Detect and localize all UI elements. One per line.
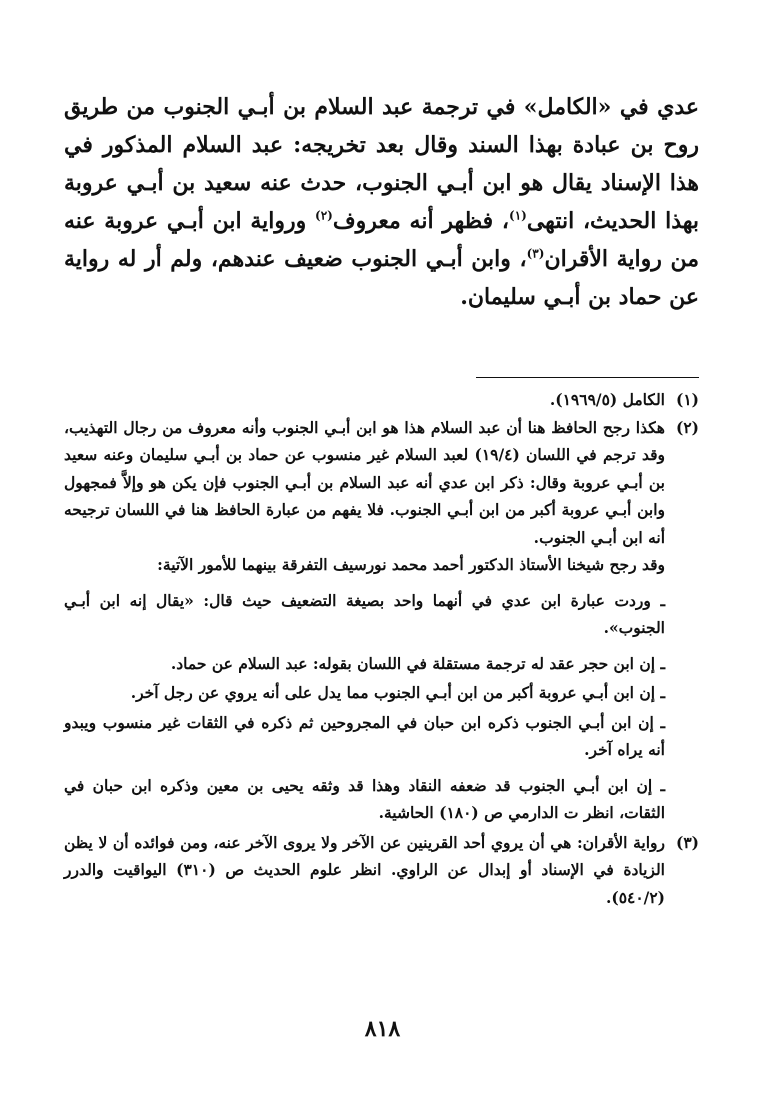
footnote-number: (١) xyxy=(675,390,699,409)
footnote-body xyxy=(64,414,665,827)
footnote-ref-2: (٢) xyxy=(315,208,333,223)
main-text-part-2: ، فظهر أنه معروف xyxy=(332,208,510,234)
footnote-text: الكامل (١٩٦٩/٥). xyxy=(549,390,665,409)
main-text-part-1: عدي في «الكامل» في ترجمة عبد السلام بن أبـي الجنوب من طريق روح بن عبادة بهذا السند وقال بعد تخريجه: عبد السلام المذكور في هذا الإسناد يقال هو ابن أبـي الجنوب، حدث عنه سعيد بن أبـي عروبة بهذا الحديث، انتهى xyxy=(64,94,699,234)
footnote-1 xyxy=(64,386,699,414)
footnote-paragraph: وقد رجح شيخنا الأستاذ الدكتور أحمد محمد نورسيف التفرقة بينهما للأمور الآتية: xyxy=(157,555,665,574)
footnote-number: (٢) xyxy=(675,417,699,437)
footnote-ref-3: (٣) xyxy=(526,246,545,261)
footnote-number: (٣) xyxy=(675,832,699,852)
footnote-bullet: ـ إن ابن أبـي الجنوب قد ضعفه النقاد وهذا قد وثقه يحيى بن معين وذكره ابن حبان في الثقات، انظر ت الدارمي ص (١٨٠) الحاشية. xyxy=(64,775,665,822)
footnote-ref-1: (١) xyxy=(509,208,527,223)
main-text-part-4: ، وابن أبـي الجنوب ضعيف عندهم، ولم أر له رواية عن حماد بن أبـي سليمان. xyxy=(64,246,699,310)
footnote-separator xyxy=(476,377,699,378)
footnote-body xyxy=(64,386,665,414)
footnote-text: رواية الأقران: هي أن يروي أحد القرينين عن الآخر ولا يروى الآخر عنه، ومن فوائده أن لا يظن الزيادة في الإسناد أو إبدال عن الراوي. انظر علوم الحديث ص (٣١٠) اليواقيت والدرر (٥٤٠/٢). xyxy=(64,832,665,907)
page-number: ٨١٨ xyxy=(364,1016,401,1042)
footnote-bullet: ـ إن ابن أبـي عروبة أكبر من ابن أبـي الجنوب مما يدل على أنه يروي عن رجل آخر. xyxy=(130,683,665,702)
footnote-3 xyxy=(64,829,699,912)
main-text-block xyxy=(64,88,699,316)
footnote-bullet: ـ إن ابن أبـي الجنوب ذكره ابن حبان في المجروحين ثم ذكره في الثقات غير منسوب ويبدو أنه يراه آخر. xyxy=(64,712,665,759)
footnotes xyxy=(64,386,699,911)
footnote-bullet: ـ وردت عبارة ابن عدي في أنهما واحد بصيغة التضعيف حيث قال: «يقال إنه ابن أبـي الجنوب». xyxy=(64,590,665,637)
footnote-2 xyxy=(64,414,699,827)
footnote-body xyxy=(64,829,665,912)
main-text-part-3: ورواية ابن أبـي عروبة عنه من رواية الأقران xyxy=(64,208,700,272)
footnote-bullet: ـ إن ابن حجر عقد له ترجمة مستقلة في اللسان بقوله: عبد السلام عن حماد. xyxy=(170,653,665,673)
main-paragraph xyxy=(64,88,699,316)
footnote-paragraph: هكذا رجح الحافظ هنا أن عبد السلام هذا هو ابن أبـي الجنوب وأنه معروف من رجال التهذيب، وقد ترجم في اللسان (١٩/٤) لعبد السلام غير منسوب عن حماد بن أبـي سليمان وعنه سعيد بن أبـي عروبة وقال: ذكر ابن عدي أنه عبد السلام بن أبـي الجنوب فإن يكن هو وإلاَّ فمجهول وابن أبـي عروبة أكبر من ابن أبـي الجنوب. فلا يفهم من عبارة الحافظ هنا في اللسان ترجيحه أنه ابن أبـي الجنوب. xyxy=(64,417,666,547)
